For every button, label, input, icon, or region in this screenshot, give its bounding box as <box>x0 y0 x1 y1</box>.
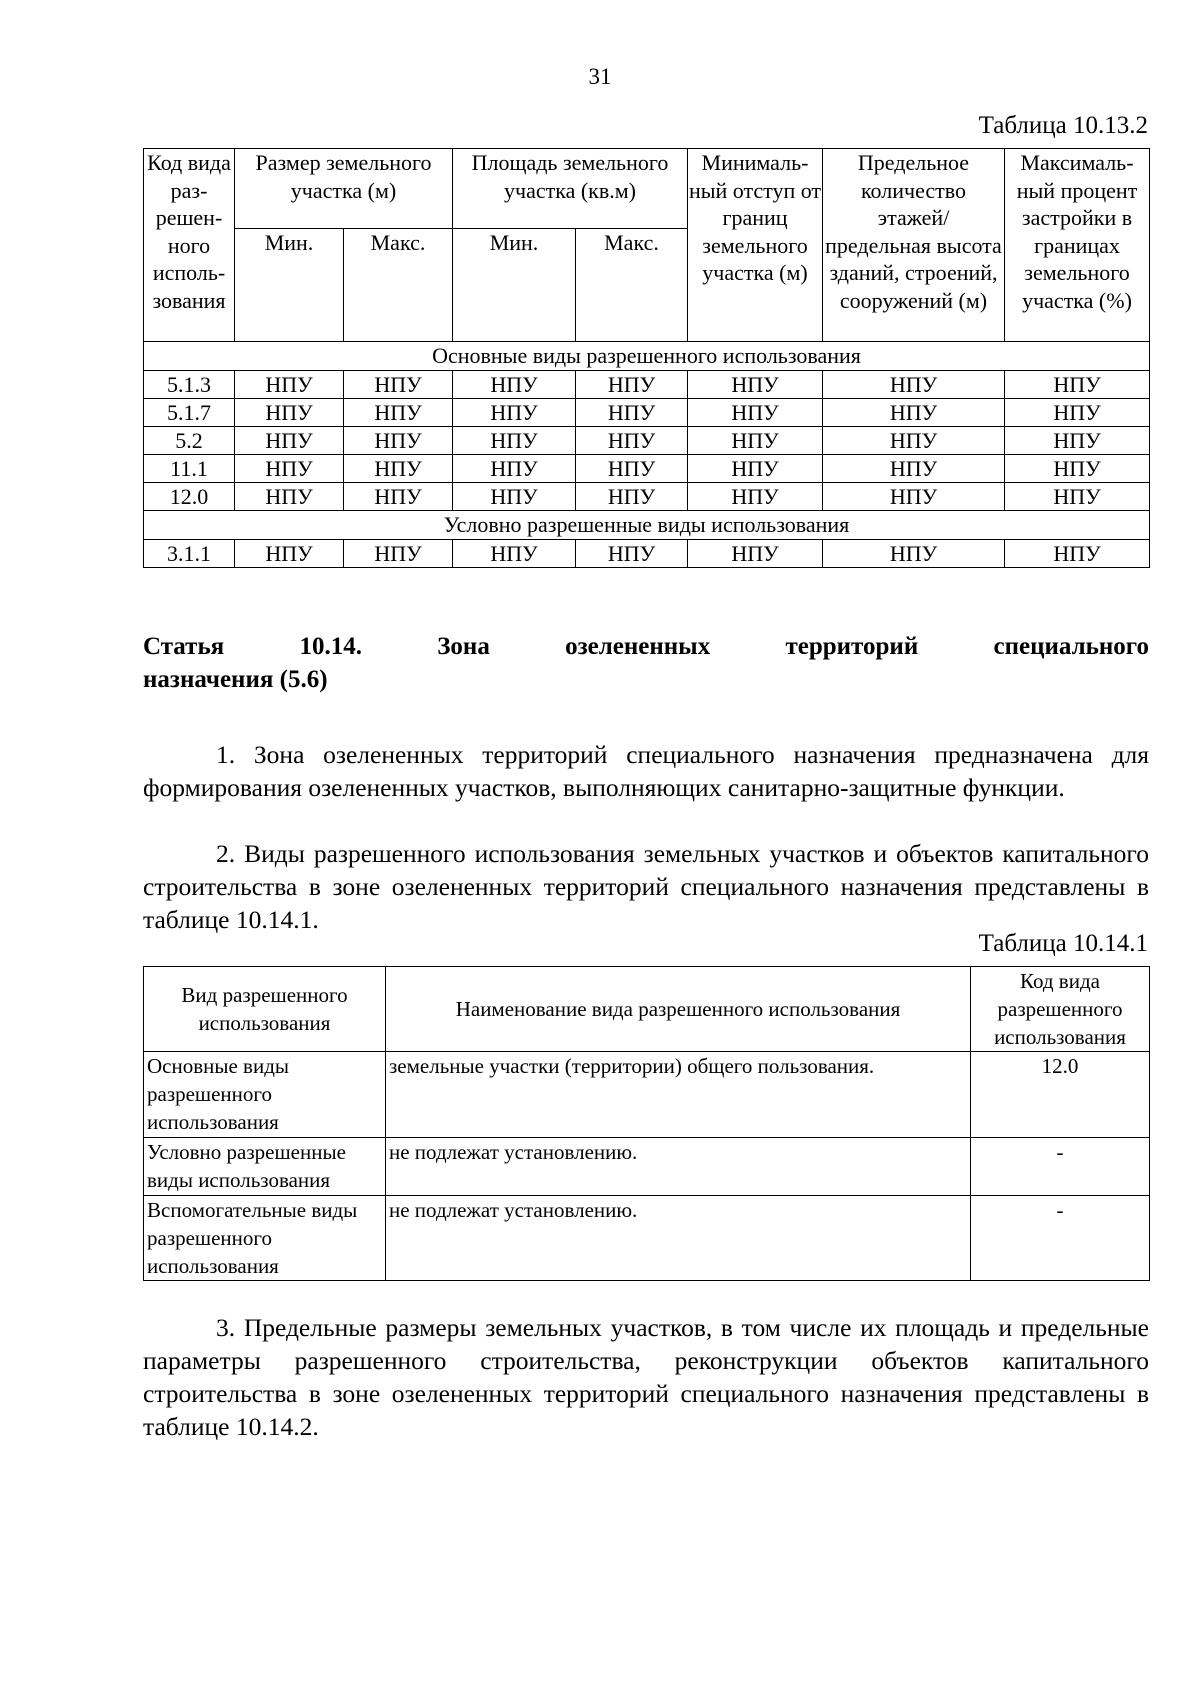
cell: НПУ <box>823 483 1005 511</box>
cell: НПУ <box>576 399 688 427</box>
header-size: Размер земельного участка (м) <box>235 149 453 229</box>
cell: НПУ <box>688 540 823 568</box>
cell: НПУ <box>688 399 823 427</box>
cell-code: 11.1 <box>144 455 235 483</box>
cell-code: 5.1.7 <box>144 399 235 427</box>
cell: НПУ <box>823 427 1005 455</box>
cell: НПУ <box>823 540 1005 568</box>
header-name: Наименование вида разрешенного использования <box>386 967 971 1052</box>
article-heading-line2: назначения (5.6) <box>143 666 328 693</box>
cell-code: 3.1.1 <box>144 540 235 568</box>
header-floors: Предельное количество этажей/ предельная высота зданий, строений, сооружений (м) <box>823 149 1005 342</box>
cell-type: Основные виды разрешенного использования <box>144 1052 386 1138</box>
cell: НПУ <box>576 483 688 511</box>
cell: НПУ <box>344 427 453 455</box>
cell-name: не подлежат установлению. <box>386 1138 971 1196</box>
cell: НПУ <box>453 427 576 455</box>
header-type: Вид разрешенного использования <box>144 967 386 1052</box>
header-indent: Минималь- ный отступ от границ земельного участка (м) <box>688 149 823 342</box>
table-10-14-1 <box>143 966 1150 1281</box>
cell: НПУ <box>688 483 823 511</box>
cell: НПУ <box>823 371 1005 399</box>
cell-code: 12.0 <box>971 1052 1150 1138</box>
header-percent: Максималь- ный процент застройки в границах земельного участка (%) <box>1005 149 1150 342</box>
header-code: Код вида разрешенного использования <box>971 967 1150 1052</box>
cell: НПУ <box>235 371 344 399</box>
table-row <box>144 540 1150 568</box>
cell: НПУ <box>823 455 1005 483</box>
cell: НПУ <box>576 455 688 483</box>
cell: НПУ <box>576 540 688 568</box>
cell: НПУ <box>1005 483 1150 511</box>
header-area-max: Макс. <box>576 229 688 342</box>
cell: НПУ <box>1005 371 1150 399</box>
cell: НПУ <box>453 483 576 511</box>
cell: НПУ <box>344 455 453 483</box>
table-10-13-2 <box>143 148 1150 568</box>
cell-code: 5.2 <box>144 427 235 455</box>
article-heading-line1: Статья 10.14. Зона озелененных территорий специального <box>143 633 1149 660</box>
cell-code: 12.0 <box>144 483 235 511</box>
table-caption-10-13-2: Таблица 10.13.2 <box>978 112 1148 139</box>
cell-code: 5.1.3 <box>144 371 235 399</box>
table-row <box>144 1052 1150 1138</box>
header-size-min: Мин. <box>235 229 344 342</box>
cell: НПУ <box>688 455 823 483</box>
cell: НПУ <box>1005 427 1150 455</box>
cell: НПУ <box>453 455 576 483</box>
cell-type: Условно разрешенные виды использования <box>144 1138 386 1196</box>
header-area: Площадь земельного участка (кв.м) <box>453 149 688 229</box>
cell: НПУ <box>823 399 1005 427</box>
cell: НПУ <box>235 540 344 568</box>
cell: НПУ <box>235 427 344 455</box>
paragraph-1: 1. Зона озелененных территорий специального назначения предназначена для формирования озелененных участков, выполняющих санитарно-защитные функции. <box>143 740 1149 802</box>
table-row <box>144 455 1150 483</box>
page-number: 31 <box>588 64 612 89</box>
cell: НПУ <box>576 427 688 455</box>
article-heading <box>143 630 1149 696</box>
cell: НПУ <box>235 455 344 483</box>
table-row <box>144 427 1150 455</box>
cell: НПУ <box>344 540 453 568</box>
cell-code: - <box>971 1138 1150 1196</box>
cell: НПУ <box>453 371 576 399</box>
table-row <box>144 1138 1150 1196</box>
cell-name: земельные участки (территории) общего пользования. <box>386 1052 971 1138</box>
cell: НПУ <box>235 399 344 427</box>
cell: НПУ <box>344 483 453 511</box>
header-area-min: Мин. <box>453 229 576 342</box>
table-row <box>144 399 1150 427</box>
header-code: Код вида раз- решен- ного исполь- зования <box>144 149 235 342</box>
cell: НПУ <box>453 540 576 568</box>
cell: НПУ <box>1005 540 1150 568</box>
cell-name: не подлежат установлению. <box>386 1196 971 1281</box>
cell: НПУ <box>688 427 823 455</box>
cell: НПУ <box>1005 455 1150 483</box>
cell-type: Вспомогательные виды разрешенного использования <box>144 1196 386 1281</box>
cell: НПУ <box>235 483 344 511</box>
table-caption-10-14-1: Таблица 10.14.1 <box>978 930 1148 957</box>
cell: НПУ <box>453 399 576 427</box>
paragraph-2: 2. Виды разрешенного использования земельных участков и объектов капитального строительства в зоне озелененных территорий специального назначения представлены в таблице 10.14.1. <box>143 839 1149 934</box>
table-row <box>144 371 1150 399</box>
table-row <box>144 483 1150 511</box>
table-row <box>144 1196 1150 1281</box>
cell: НПУ <box>344 371 453 399</box>
section-conditional: Условно разрешенные виды использования <box>144 511 1150 540</box>
paragraph-3: 3. Предельные размеры земельных участков, в том числе их площадь и предельные параметры разрешенного строительства, реконструкции объектов капитального строительства в зоне озелененных территорий специального назначения представлены в таблице 10.14.2. <box>143 1313 1149 1441</box>
cell-code: - <box>971 1196 1150 1281</box>
cell: НПУ <box>344 399 453 427</box>
cell: НПУ <box>576 371 688 399</box>
cell: НПУ <box>688 371 823 399</box>
section-main: Основные виды разрешенного использования <box>144 342 1150 371</box>
cell: НПУ <box>1005 399 1150 427</box>
header-size-max: Макс. <box>344 229 453 342</box>
